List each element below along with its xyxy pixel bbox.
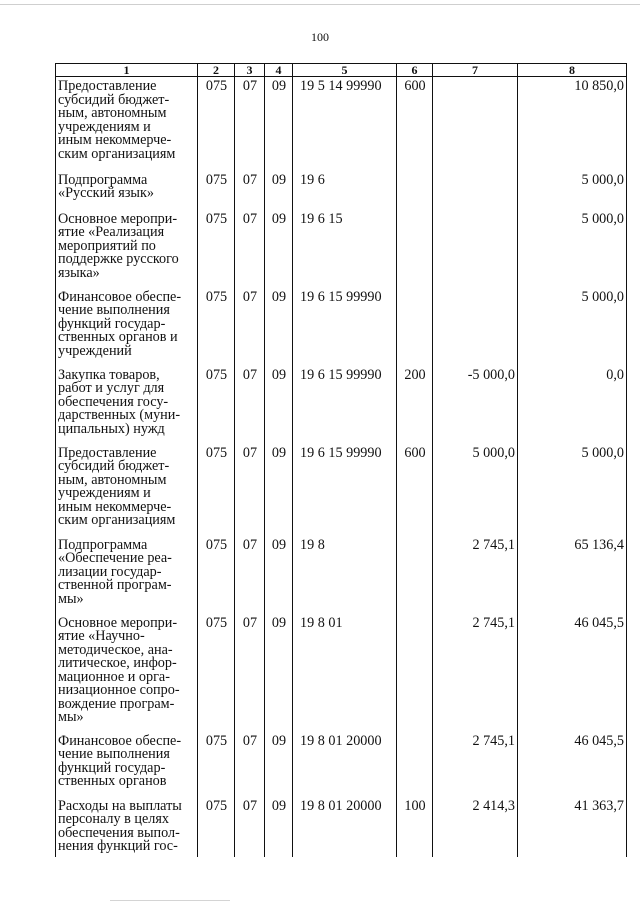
admin-code-cell: 075 [198, 614, 235, 732]
expense-type-cell [397, 288, 433, 366]
section-cell: 07 [235, 536, 265, 614]
row-name-cell: Финансовое обеспе- чение выполнения функций государ- ственных органов [56, 732, 198, 797]
total-amount-cell: 65 136,4 [518, 536, 627, 614]
table-header-row [56, 64, 627, 77]
total-amount-cell: 5 000,0 [518, 210, 627, 288]
subsection-cell: 09 [265, 366, 293, 444]
row-name-cell: Основное меропри- ятие «Реализация мероприятий по поддержке русского языка» [56, 210, 198, 288]
total-amount-cell: 5 000,0 [518, 288, 627, 366]
section-cell: 07 [235, 732, 265, 797]
column-header: 5 [293, 64, 397, 77]
table-row [56, 797, 627, 857]
total-amount-cell: 46 045,5 [518, 614, 627, 732]
column-header: 1 [56, 64, 198, 77]
row-name-cell: Подпрограмма «Русский язык» [56, 171, 198, 210]
total-amount-cell: 10 850,0 [518, 77, 627, 171]
total-amount-cell: 5 000,0 [518, 444, 627, 536]
column-header: 2 [198, 64, 235, 77]
admin-code-cell: 075 [198, 366, 235, 444]
admin-code-cell: 075 [198, 171, 235, 210]
section-cell: 07 [235, 288, 265, 366]
column-header: 4 [265, 64, 293, 77]
row-name-cell: Предоставление субсидий бюджет- ным, автономным учреждениям и иным некоммерче- ским организациям [56, 77, 198, 171]
table-row [56, 171, 627, 210]
column-header: 6 [397, 64, 433, 77]
target-article-cell: 19 6 15 99990 [293, 444, 397, 536]
admin-code-cell: 075 [198, 444, 235, 536]
section-cell: 07 [235, 77, 265, 171]
target-article-cell: 19 6 [293, 171, 397, 210]
table-row [56, 288, 627, 366]
subsection-cell: 09 [265, 288, 293, 366]
subsection-cell: 09 [265, 614, 293, 732]
subsection-cell: 09 [265, 732, 293, 797]
subsection-cell: 09 [265, 797, 293, 857]
subsection-cell: 09 [265, 171, 293, 210]
table-row [56, 210, 627, 288]
section-cell: 07 [235, 797, 265, 857]
expense-type-cell: 600 [397, 77, 433, 171]
scan-edge-line [110, 900, 230, 901]
target-article-cell: 19 5 14 99990 [293, 77, 397, 171]
change-amount-cell: -5 000,0 [433, 366, 518, 444]
scan-edge-line [0, 4, 640, 5]
admin-code-cell: 075 [198, 732, 235, 797]
target-article-cell: 19 8 01 [293, 614, 397, 732]
total-amount-cell: 41 363,7 [518, 797, 627, 857]
row-name-cell: Финансовое обеспе- чение выполнения функций государ- ственных органов и учреждений [56, 288, 198, 366]
column-header: 8 [518, 64, 627, 77]
subsection-cell: 09 [265, 210, 293, 288]
column-header: 7 [433, 64, 518, 77]
table-row [56, 614, 627, 732]
admin-code-cell: 075 [198, 536, 235, 614]
admin-code-cell: 075 [198, 288, 235, 366]
subsection-cell: 09 [265, 536, 293, 614]
expense-type-cell: 600 [397, 444, 433, 536]
table-row [56, 77, 627, 171]
section-cell: 07 [235, 171, 265, 210]
change-amount-cell: 2 745,1 [433, 614, 518, 732]
total-amount-cell: 5 000,0 [518, 171, 627, 210]
expense-type-cell: 200 [397, 366, 433, 444]
table-row [56, 444, 627, 536]
change-amount-cell: 2 745,1 [433, 536, 518, 614]
column-header: 3 [235, 64, 265, 77]
section-cell: 07 [235, 366, 265, 444]
target-article-cell: 19 8 01 20000 [293, 732, 397, 797]
row-name-cell: Расходы на выплаты персоналу в целях обеспечения выпол- нения функций гос- [56, 797, 198, 857]
change-amount-cell [433, 171, 518, 210]
change-amount-cell [433, 288, 518, 366]
target-article-cell: 19 6 15 [293, 210, 397, 288]
subsection-cell: 09 [265, 77, 293, 171]
subsection-cell: 09 [265, 444, 293, 536]
expense-type-cell [397, 536, 433, 614]
expense-type-cell: 100 [397, 797, 433, 857]
change-amount-cell: 5 000,0 [433, 444, 518, 536]
section-cell: 07 [235, 444, 265, 536]
page-number: 100 [311, 30, 329, 44]
row-name-cell: Подпрограмма «Обеспечение реа- лизации государ- ственной програм- мы» [56, 536, 198, 614]
table-row [56, 366, 627, 444]
section-cell: 07 [235, 614, 265, 732]
admin-code-cell: 075 [198, 77, 235, 171]
target-article-cell: 19 6 15 99990 [293, 366, 397, 444]
row-name-cell: Закупка товаров, работ и услуг для обеспечения госу- дарственных (муни- ципальных) нужд [56, 366, 198, 444]
row-name-cell: Основное меропри- ятие «Научно- методическое, ана- литическое, инфор- мационное и орга- низационное сопро- вождение програм- мы» [56, 614, 198, 732]
budget-table [55, 63, 627, 857]
change-amount-cell: 2 745,1 [433, 732, 518, 797]
admin-code-cell: 075 [198, 797, 235, 857]
target-article-cell: 19 8 01 20000 [293, 797, 397, 857]
row-name-cell: Предоставление субсидий бюджет- ным, автономным учреждениям и иным некоммерче- ским организациям [56, 444, 198, 536]
section-cell: 07 [235, 210, 265, 288]
expense-type-cell [397, 614, 433, 732]
admin-code-cell: 075 [198, 210, 235, 288]
table-row [56, 732, 627, 797]
table-row [56, 536, 627, 614]
expense-type-cell [397, 210, 433, 288]
expense-type-cell [397, 732, 433, 797]
target-article-cell: 19 6 15 99990 [293, 288, 397, 366]
total-amount-cell: 0,0 [518, 366, 627, 444]
target-article-cell: 19 8 [293, 536, 397, 614]
change-amount-cell [433, 210, 518, 288]
change-amount-cell: 2 414,3 [433, 797, 518, 857]
expense-type-cell [397, 171, 433, 210]
change-amount-cell [433, 77, 518, 171]
total-amount-cell: 46 045,5 [518, 732, 627, 797]
